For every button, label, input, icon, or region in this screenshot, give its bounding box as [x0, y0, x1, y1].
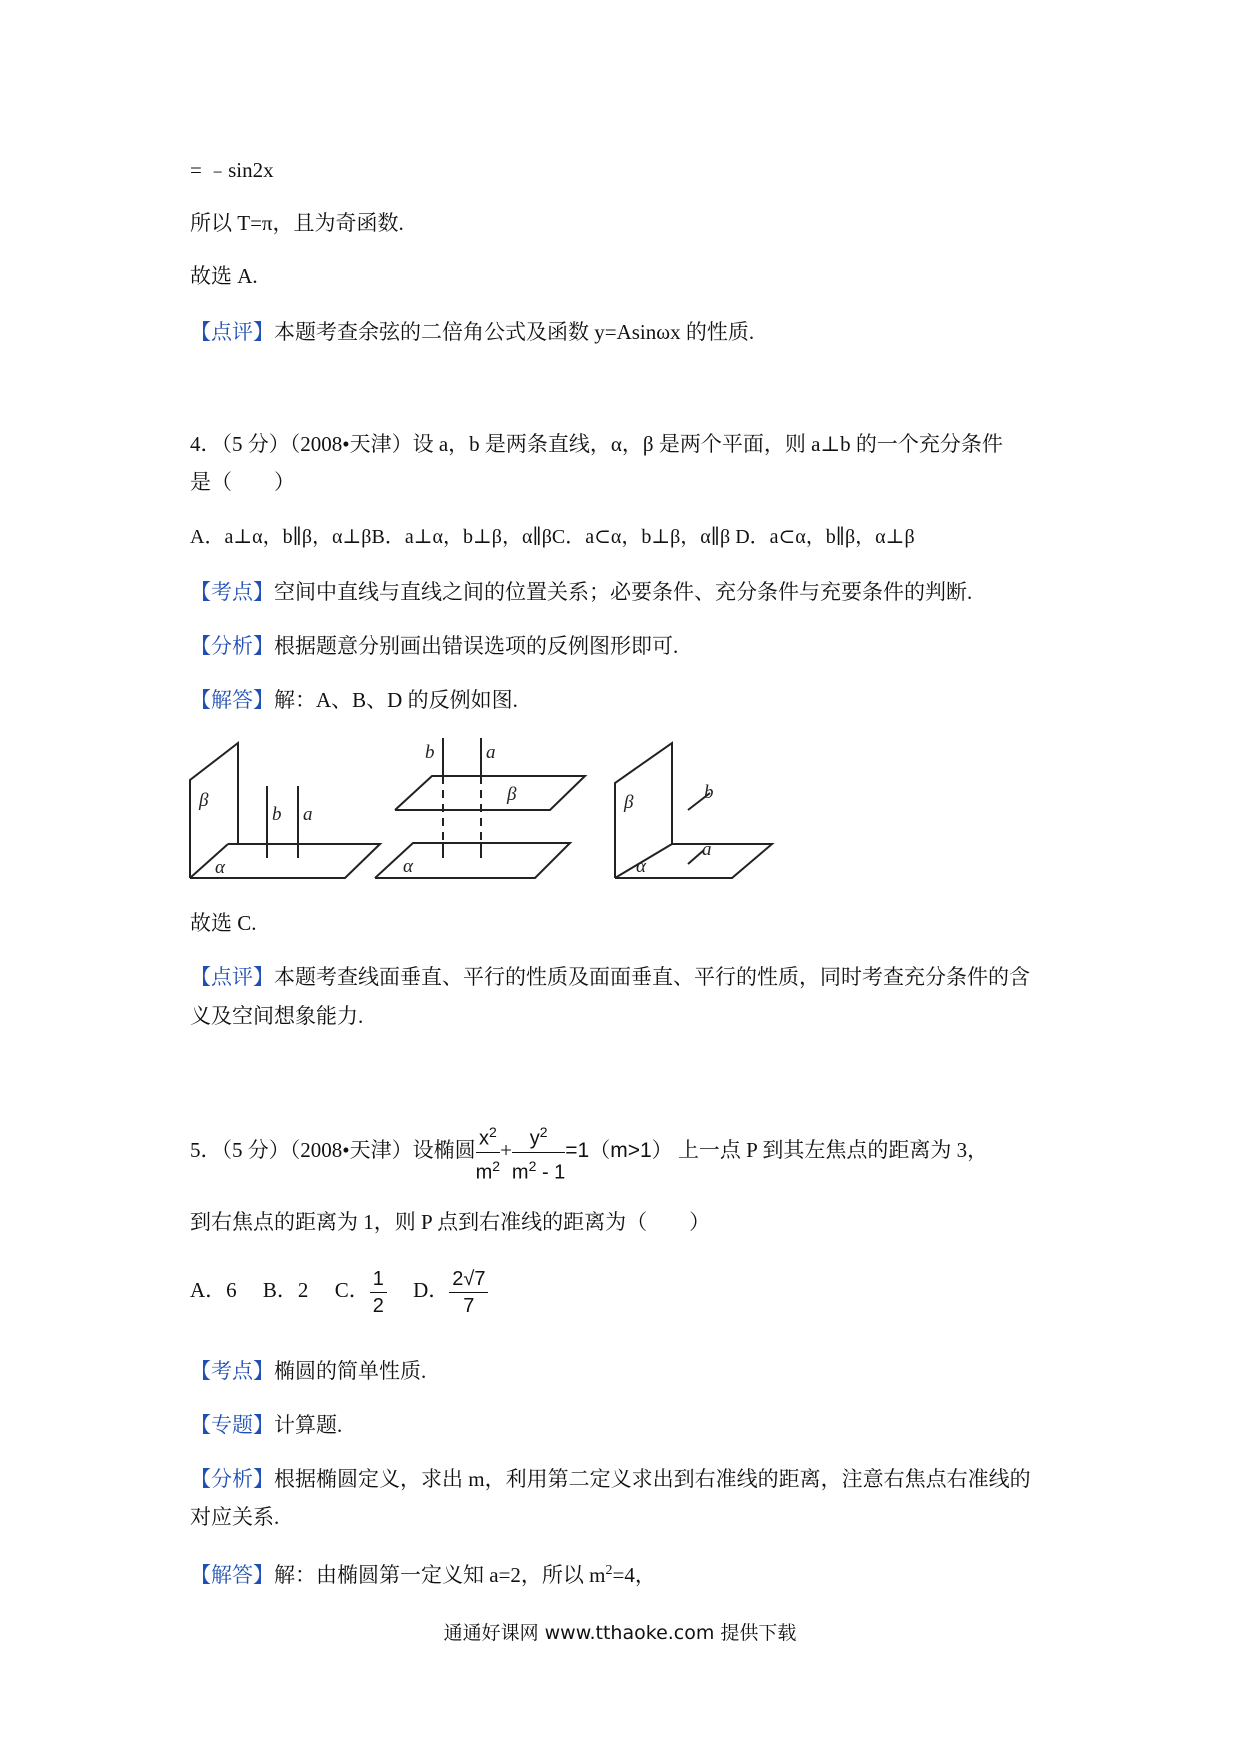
label-alpha: α: [636, 856, 646, 877]
fraction-y2-over-m2-minus-1: $\frac{y^2}{m^2 - 1}$: [512, 1119, 565, 1185]
figure-option-a: [185, 738, 360, 888]
q4-kaodian: [190, 577, 1060, 607]
label-b: b: [272, 804, 282, 825]
q3-answer-line: 故选 A.: [190, 264, 258, 288]
q5-stem-line2: 到右焦点的距离为 1，则 P 点到右准线的距离为（ ）: [190, 1210, 711, 1234]
q5-fenxi-line2: 对应关系.: [190, 1505, 280, 1529]
jieda-suffix: =4，: [612, 1563, 656, 1587]
fenxi-text: 根据题意分别画出错误选项的反例图形即可.: [274, 634, 679, 658]
label-beta: β: [507, 784, 517, 805]
equation-condition: =1（m>1）: [565, 1139, 673, 1162]
option-a: A．6: [190, 1278, 237, 1302]
fraction-x2-over-m2: $\frac{x^2}{m^2}$: [476, 1119, 500, 1185]
q4-stem-line2: 是（ ）: [190, 470, 295, 494]
page-footer: 通通好课网 www.tthaoke.com 提供下载: [443, 1622, 797, 1644]
q4-comment-line2: 义及空间想象能力.: [190, 1004, 364, 1028]
q5-zhuanti: [190, 1410, 1060, 1440]
kaodian-text: 椭圆的简单性质.: [274, 1359, 427, 1383]
fenxi-tag: 【分析】: [190, 1467, 274, 1491]
label-a: a: [702, 839, 712, 860]
kaodian-tag: 【考点】: [190, 1359, 274, 1383]
comment-tag: 【点评】: [190, 320, 274, 344]
q5-kaodian: [190, 1356, 1060, 1386]
q4-comment-line1: [190, 962, 1060, 992]
option-b: B．2: [262, 1278, 309, 1302]
q5-options: [190, 1258, 1060, 1322]
q3-comment: [190, 317, 1060, 347]
q4-jieda: [190, 685, 1060, 715]
comment-text: 本题考查线面垂直、平行的性质及面面垂直、平行的性质，同时考查充分条件的含: [274, 965, 1030, 989]
kaodian-tag: 【考点】: [190, 580, 274, 604]
option-c: C．: [334, 1278, 370, 1302]
fenxi-tag: 【分析】: [190, 634, 274, 658]
label-b: b: [425, 742, 435, 763]
q3-result-line: = ﹣sin2x: [190, 158, 274, 182]
plane-beta: [395, 776, 585, 810]
q4-fenxi: [190, 631, 1060, 661]
label-a: a: [486, 742, 496, 763]
q4-options: A．a⊥α，b∥β，α⊥βB．a⊥α，b⊥β，α∥βC．a⊂α，b⊥β，α∥β D．a⊂α，b∥β，α⊥β: [190, 526, 915, 548]
q5-jieda: [190, 1556, 1060, 1590]
zhuanti-tag: 【专题】: [190, 1413, 274, 1437]
label-b: b: [704, 782, 714, 803]
q4-conclusion: 故选 C.: [190, 911, 257, 935]
comment-text: 本题考查余弦的二倍角公式及函数 y=Asinωx 的性质.: [274, 320, 755, 344]
q4-stem-line1: 4．（5 分）（2008•天津）设 a，b 是两条直线，α，β 是两个平面，则 a⊥b 的一个充分条件: [190, 432, 1003, 456]
q5-stem-prefix: 5．（5 分）（2008•天津）设椭圆: [190, 1138, 476, 1162]
option-d: D．: [413, 1278, 450, 1302]
fenxi-text: 根据椭圆定义，求出 m，利用第二定义求出到右准线的距离，注意右焦点右准线的: [274, 1467, 1031, 1491]
comment-tag: 【点评】: [190, 965, 274, 989]
label-alpha: α: [403, 856, 413, 877]
jieda-prefix: 解：由椭圆第一定义知 a=2，所以 m: [274, 1563, 606, 1587]
q5-fenxi-line1: [190, 1464, 1060, 1494]
label-beta: β: [624, 792, 634, 813]
label-alpha: α: [215, 857, 225, 878]
plus-sign: +: [500, 1138, 512, 1162]
figure-option-b: [375, 738, 575, 888]
zhuanti-text: 计算题.: [274, 1413, 343, 1437]
q5-stem-line1: [190, 1118, 1060, 1185]
label-beta: β: [199, 790, 209, 811]
label-a: a: [303, 804, 313, 825]
jieda-text: 解：A、B、D 的反例如图.: [274, 688, 518, 712]
jieda-exponent: 2: [605, 1563, 613, 1578]
jieda-tag: 【解答】: [190, 688, 274, 712]
q5-stem-suffix: 上一点 P 到其左焦点的距离为 3，: [677, 1138, 989, 1162]
kaodian-text: 空间中直线与直线之间的位置关系；必要条件、充分条件与充要条件的判断.: [274, 580, 973, 604]
fraction-one-half: $\frac{1}{2}$: [370, 1266, 387, 1319]
fraction-2sqrt7-over-7: $\frac{2√7}{7}$: [449, 1266, 488, 1319]
jieda-tag: 【解答】: [190, 1563, 274, 1587]
figure-option-d: [612, 738, 792, 888]
q3-period-line: 所以 T=π，且为奇函数.: [190, 211, 404, 235]
